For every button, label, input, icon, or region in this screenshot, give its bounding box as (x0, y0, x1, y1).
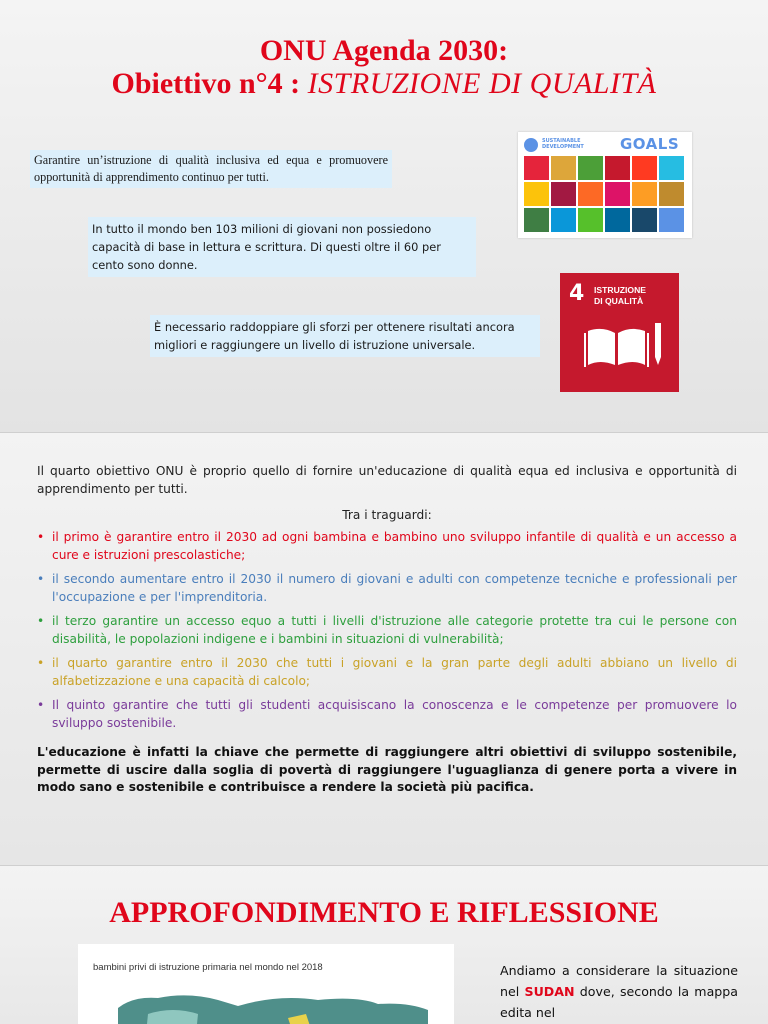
sudan-text-before: Andiamo a considerare la situazione nel (500, 963, 738, 999)
sdg-tile (551, 208, 576, 232)
world-map-image (78, 944, 454, 1024)
world-map-card (78, 944, 454, 1024)
sdg-tile (578, 156, 603, 180)
sdg-goals-logo (518, 132, 692, 238)
slide-title (0, 34, 768, 100)
sudan-paragraph (500, 960, 738, 1023)
sdg-tile (551, 156, 576, 180)
target-item (37, 571, 737, 606)
sdg-tile (524, 182, 549, 206)
sdg-tile (632, 156, 657, 180)
call-to-action-box: È necessario raddoppiare gli sforzi per ottenere risultati ancora migliori e raggiungere un livello di istruzione universale. (150, 315, 540, 357)
bullet-icon: • (37, 530, 45, 544)
target-text: il secondo aumentare entro il 2030 il numero di giovani e adulti con competenze tecniche e professionali per l'occupazione e per l'imprenditoria. (52, 572, 737, 604)
slide-agenda-2030 (0, 0, 768, 432)
goal-4-icon (560, 273, 679, 392)
target-item (37, 529, 737, 564)
literacy-statistic-box: In tutto il mondo ben 103 milioni di giovani non possiedono capacità di base in lettura e scrittura. Di questi oltre il 60 per cento sono donne. (88, 217, 476, 277)
sdg-tile (659, 182, 684, 206)
title-prefix: Obiettivo n°4 : (111, 67, 308, 100)
sdg-tile (578, 208, 603, 232)
goal-4-label-line-1: ISTRUZIONE (594, 285, 647, 295)
target-text: il quarto garantire entro il 2030 che tutti i giovani e la gran parte degli adulti abbiano un livello di alfabetizzazione e una capacità di calcolo; (52, 656, 737, 688)
section-title: APPROFONDIMENTO E RIFLESSIONE (109, 896, 659, 929)
sdg-tile (605, 182, 630, 206)
sdg-caption-line-2: DEVELOPMENT (542, 144, 584, 150)
sdg-tile (605, 156, 630, 180)
slide-traguardi (0, 432, 768, 865)
goal-4-label-line-2: DI QUALITÀ (594, 296, 644, 306)
sudan-highlight: SUDAN (524, 984, 575, 999)
sdg-tile (659, 208, 684, 232)
targets-heading: Tra i traguardi: (342, 508, 432, 522)
sdg-tile (551, 182, 576, 206)
title-line-2 (0, 67, 768, 100)
sdg-tile (524, 208, 549, 232)
sdg-tile (659, 156, 684, 180)
sdg-tile (605, 208, 630, 232)
target-item (37, 697, 737, 732)
conclusion-paragraph: L'educazione è infatti la chiave che permette di raggiungere altri obiettivi di sviluppo sostenibile, permette di uscire dalla soglia di povertà di raggiungere l'uguaglianza di genere porta a vivere in modo sano e sostenibile e contribuisce a rendere la società più pacifica. (37, 745, 737, 794)
book-pencil-icon (560, 273, 679, 392)
map-title: bambini privi di istruzione primaria nel mondo nel 2018 (93, 962, 323, 973)
target-text: il terzo garantire un accesso equo a tutti i livelli d'istruzione alle categorie protette tra cui le persone con disabilità, le popolazioni indigene e i bambini in situazioni di vulnerabilità; (52, 614, 737, 646)
bullet-icon: • (37, 572, 45, 586)
sdg-tile (632, 182, 657, 206)
bullet-icon: • (37, 656, 45, 670)
target-item (37, 655, 737, 690)
goal-4-number: 4 (569, 281, 585, 306)
sdg-tile (578, 182, 603, 206)
sdg-tile (632, 208, 657, 232)
sudan-text-after: dove, secondo la mappa edita nel (500, 984, 739, 1020)
sdg-logo-header (524, 136, 688, 154)
sdg-tile (524, 156, 549, 180)
bullet-icon: • (37, 614, 45, 628)
un-emblem-icon (524, 138, 538, 152)
slide-approfondimento (0, 865, 768, 1024)
sdg-goals-wordmark: GOALS (620, 135, 680, 153)
bullet-icon: • (37, 698, 45, 712)
goal-description-box: Garantire un’istruzione di qualità inclusiva ed equa e promuovere opportunità di apprendimento continuo per tutti. (30, 150, 392, 188)
targets-list (37, 529, 737, 739)
target-text: Il quinto garantire che tutti gli studenti acquisiscano la conoscenza e le competenze per promuovere lo sviluppo sostenibile. (52, 698, 737, 730)
intro-paragraph: Il quarto obiettivo ONU è proprio quello di fornire un'educazione di qualità equa ed inclusiva e opportunità di apprendimento per tutti. (37, 464, 737, 496)
sdg-logo-caption (542, 138, 584, 150)
target-item (37, 613, 737, 648)
sdg-tile-grid (524, 156, 688, 232)
title-line-1: ONU Agenda 2030: (259, 34, 509, 67)
target-text: il primo è garantire entro il 2030 ad ogni bambina e bambino uno sviluppo infantile di qualità e un accesso a cure e istruzioni prescolastiche; (52, 530, 737, 562)
sdg-caption-line-1: SUSTAINABLE (542, 138, 581, 144)
title-goal-name: ISTRUZIONE DI QUALITÀ (307, 67, 657, 100)
